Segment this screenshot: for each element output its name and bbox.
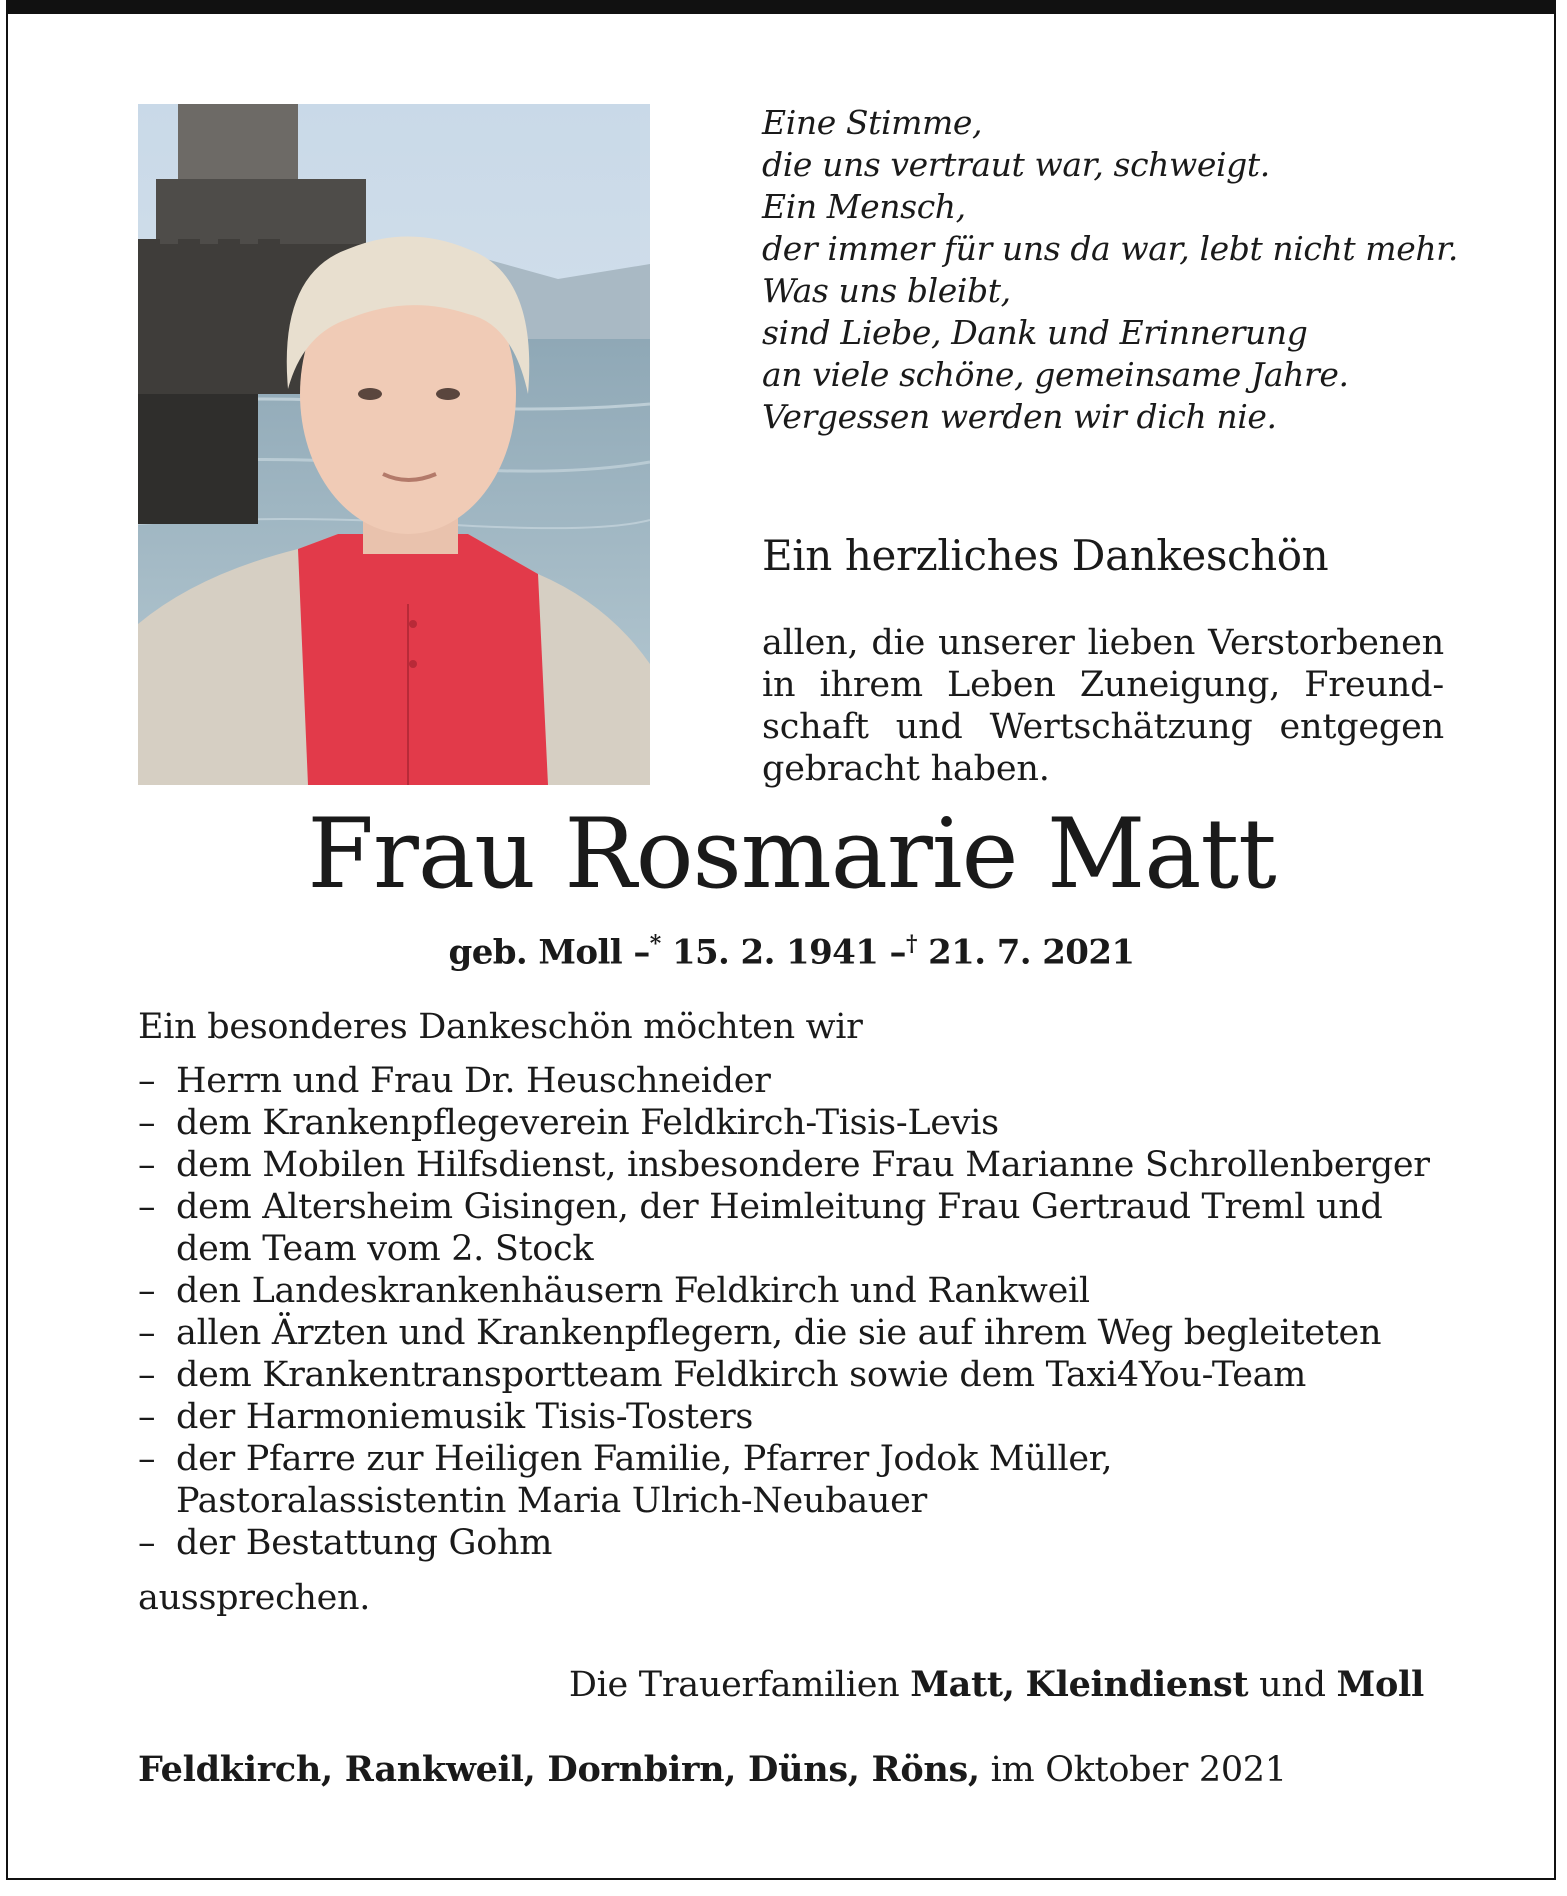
thanks-line <box>762 622 1444 664</box>
life-dates <box>8 922 1567 974</box>
list-item-text: dem Altersheim Gisingen, der Heimleitung Frau Gertraud Treml und dem Team vom 2. Stock <box>176 1187 1383 1269</box>
word: allen, <box>762 623 859 663</box>
death-symbol: † <box>905 931 917 957</box>
list-item-text: dem Krankenpflegeverein Feldkirch-Tisis-Levis <box>176 1103 999 1143</box>
deceased-name: Frau Rosmarie Matt <box>307 798 1276 910</box>
list-item-text: der Harmoniemusik Tisis-Tosters <box>176 1397 754 1437</box>
list-item-text: dem Mobilen Hilfsdienst, insbesondere Frau Marianne Schrollenberger <box>176 1145 1430 1185</box>
word: lieben <box>1087 623 1196 663</box>
dash: – <box>138 1145 156 1185</box>
poem-line: Ein Mensch, <box>762 187 966 226</box>
separator: – <box>633 932 650 973</box>
word: unserer <box>938 623 1075 663</box>
separator: – <box>889 932 906 973</box>
word: schaft <box>762 707 869 747</box>
dash: – <box>138 1523 156 1563</box>
list-item <box>138 1354 1448 1396</box>
list-item-text: den Landeskrankenhäusern Feldkirch und Rankweil <box>176 1271 1090 1311</box>
dash: – <box>138 1061 156 1101</box>
list-item <box>138 1396 1448 1438</box>
places: Feldkirch, Rankweil, Dornbirn, Düns, Röns, <box>138 1749 980 1790</box>
poem-line: an viele schöne, gemeinsame Jahre. <box>762 355 1349 394</box>
thanks-line <box>762 664 1444 706</box>
word: in <box>762 665 796 705</box>
poem-line: die uns vertraut war, schweigt. <box>762 145 1270 184</box>
poem-line: Eine Stimme, <box>762 103 983 142</box>
dash: – <box>138 1103 156 1143</box>
family-name: Kleindienst <box>1025 1664 1249 1705</box>
mourning-families <box>569 1664 1424 1706</box>
poem-line: sind Liebe, Dank und Erinnerung <box>762 313 1308 352</box>
poem-line: Was uns bleibt, <box>762 271 1011 310</box>
birth-date: 15. 2. 1941 <box>671 932 879 973</box>
list-item-text: Herrn und Frau Dr. Heuschneider <box>176 1061 771 1101</box>
list-item <box>138 1438 1448 1522</box>
word: entgegen <box>1279 707 1444 747</box>
word: ihrem <box>819 665 923 705</box>
list-item-text: der Bestattung Gohm <box>176 1523 553 1563</box>
family-name: Matt, <box>910 1664 1015 1705</box>
closing-word: aussprechen. <box>138 1578 371 1618</box>
dash: – <box>138 1313 156 1353</box>
word: die <box>871 623 926 663</box>
list-item <box>138 1312 1448 1354</box>
obituary-card <box>6 0 1556 1880</box>
list-item-text: allen Ärzten und Krankenpflegern, die sie auf ihrem Weg begleiteten <box>176 1313 1382 1353</box>
word: Leben <box>947 665 1056 705</box>
thanks-line <box>762 748 1444 790</box>
word: Verstorbenen <box>1208 623 1444 663</box>
places-and-date <box>138 1749 1287 1791</box>
birth-name: geb. Moll <box>448 932 623 973</box>
list-item <box>138 1060 1448 1102</box>
word: Wertschätzung <box>989 707 1253 747</box>
list-item-text: der Pfarre zur Heiligen Familie, Pfarrer Jodok Müller, Pastoralassistentin Maria Ulrich-Neubauer <box>176 1439 1113 1521</box>
list-item <box>138 1144 1448 1186</box>
dash: – <box>138 1187 156 1227</box>
families-joiner: und <box>1259 1665 1326 1705</box>
word: gebracht haben. <box>762 749 1050 789</box>
birth-symbol: * <box>649 931 661 957</box>
date: im Oktober 2021 <box>990 1750 1287 1790</box>
word: und <box>895 707 963 747</box>
word: Freund- <box>1304 665 1444 705</box>
special-thanks-intro: Ein besonderes Dankeschön möchten wir <box>138 1007 863 1047</box>
death-date: 21. 7. 2021 <box>928 932 1135 973</box>
thanks-heading: Ein herzliches Dankeschön <box>762 531 1329 580</box>
portrait-photo <box>138 104 650 785</box>
memorial-poem <box>762 102 1462 438</box>
list-item-text: dem Krankentransportteam Feldkirch sowie dem Taxi4You-Team <box>176 1355 1307 1395</box>
dash: – <box>138 1271 156 1311</box>
list-item <box>138 1102 1448 1144</box>
list-item <box>138 1522 1448 1564</box>
thanks-text <box>762 622 1444 790</box>
list-item <box>138 1186 1448 1270</box>
dash: – <box>138 1439 156 1479</box>
thanks-line <box>762 706 1444 748</box>
word: Zuneigung, <box>1079 665 1281 705</box>
dash: – <box>138 1355 156 1395</box>
portrait-image <box>138 104 650 785</box>
poem-line: der immer für uns da war, lebt nicht mehr. <box>762 229 1459 268</box>
poem-line: Vergessen werden wir dich nie. <box>762 397 1277 436</box>
dash: – <box>138 1397 156 1437</box>
list-item <box>138 1270 1448 1312</box>
families-prefix: Die Trauerfamilien <box>568 1665 900 1705</box>
family-name: Moll <box>1336 1664 1424 1705</box>
special-thanks-list <box>138 1060 1448 1564</box>
